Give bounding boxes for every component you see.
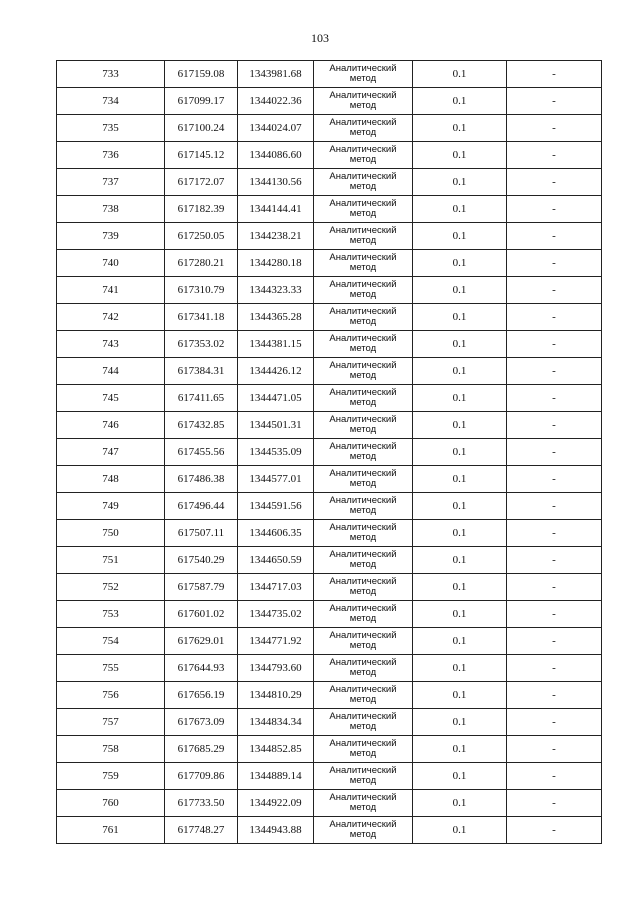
- table-row: [57, 682, 602, 709]
- point-number-cell: 761: [57, 817, 165, 844]
- x-coordinate-cell: 617673.09: [165, 709, 238, 736]
- accuracy-cell: 0.1: [413, 385, 507, 412]
- point-number-cell: 733: [57, 61, 165, 88]
- method-text: [329, 91, 396, 111]
- method-text: [329, 577, 396, 597]
- note-cell: -: [507, 277, 602, 304]
- method-text: [329, 199, 396, 219]
- table-row: [57, 520, 602, 547]
- method-cell: [314, 817, 413, 844]
- method-line-2: метод: [349, 100, 377, 111]
- method-text: [329, 388, 396, 408]
- accuracy-cell: 0.1: [413, 115, 507, 142]
- table-row: [57, 412, 602, 439]
- y-coordinate-cell: 1344735.02: [238, 601, 314, 628]
- method-cell: [314, 547, 413, 574]
- method-line-2: метод: [349, 667, 377, 678]
- note-cell: -: [507, 736, 602, 763]
- table-row: [57, 601, 602, 628]
- x-coordinate-cell: 617656.19: [165, 682, 238, 709]
- note-cell: -: [507, 250, 602, 277]
- note-cell: -: [507, 223, 602, 250]
- point-number-cell: 757: [57, 709, 165, 736]
- method-line-1: Аналитический: [329, 441, 397, 452]
- note-cell: -: [507, 115, 602, 142]
- table-row: [57, 655, 602, 682]
- method-text: [329, 631, 396, 651]
- method-text: [329, 334, 396, 354]
- method-line-1: Аналитический: [329, 171, 397, 182]
- table-body: [57, 61, 602, 844]
- method-line-2: метод: [349, 532, 377, 543]
- x-coordinate-cell: 617384.31: [165, 358, 238, 385]
- method-cell: [314, 601, 413, 628]
- method-line-1: Аналитический: [329, 603, 397, 614]
- note-cell: -: [507, 628, 602, 655]
- accuracy-cell: 0.1: [413, 223, 507, 250]
- y-coordinate-cell: 1344130.56: [238, 169, 314, 196]
- accuracy-cell: 0.1: [413, 88, 507, 115]
- accuracy-cell: 0.1: [413, 331, 507, 358]
- table-row: [57, 331, 602, 358]
- method-line-2: метод: [349, 397, 377, 408]
- method-cell: [314, 493, 413, 520]
- page-number: 103: [311, 31, 329, 45]
- x-coordinate-cell: 617601.02: [165, 601, 238, 628]
- x-coordinate-cell: 617587.79: [165, 574, 238, 601]
- y-coordinate-cell: 1344238.21: [238, 223, 314, 250]
- y-coordinate-cell: 1344426.12: [238, 358, 314, 385]
- point-number-cell: 752: [57, 574, 165, 601]
- accuracy-cell: 0.1: [413, 574, 507, 601]
- point-number-cell: 734: [57, 88, 165, 115]
- table-row: [57, 223, 602, 250]
- note-cell: -: [507, 493, 602, 520]
- x-coordinate-cell: 617733.50: [165, 790, 238, 817]
- point-number-cell: 738: [57, 196, 165, 223]
- method-cell: [314, 655, 413, 682]
- method-line-2: метод: [349, 73, 377, 84]
- table-row: [57, 493, 602, 520]
- method-line-2: метод: [349, 775, 377, 786]
- method-text: [329, 118, 396, 138]
- method-text: [329, 604, 396, 624]
- y-coordinate-cell: 1344889.14: [238, 763, 314, 790]
- method-text: [329, 496, 396, 516]
- note-cell: -: [507, 817, 602, 844]
- table-row: [57, 88, 602, 115]
- method-line-1: Аналитический: [329, 225, 397, 236]
- method-text: [329, 442, 396, 462]
- x-coordinate-cell: 617100.24: [165, 115, 238, 142]
- point-number-cell: 744: [57, 358, 165, 385]
- x-coordinate-cell: 617099.17: [165, 88, 238, 115]
- x-coordinate-cell: 617644.93: [165, 655, 238, 682]
- x-coordinate-cell: 617310.79: [165, 277, 238, 304]
- table-row: [57, 790, 602, 817]
- method-cell: [314, 709, 413, 736]
- accuracy-cell: 0.1: [413, 682, 507, 709]
- method-line-1: Аналитический: [329, 63, 397, 74]
- point-number-cell: 747: [57, 439, 165, 466]
- point-number-cell: 749: [57, 493, 165, 520]
- point-number-cell: 736: [57, 142, 165, 169]
- x-coordinate-cell: 617709.86: [165, 763, 238, 790]
- point-number-cell: 746: [57, 412, 165, 439]
- table-row: [57, 196, 602, 223]
- x-coordinate-cell: 617496.44: [165, 493, 238, 520]
- method-cell: [314, 412, 413, 439]
- method-cell: [314, 520, 413, 547]
- accuracy-cell: 0.1: [413, 817, 507, 844]
- method-line-1: Аналитический: [329, 495, 397, 506]
- note-cell: -: [507, 709, 602, 736]
- table-row: [57, 385, 602, 412]
- method-line-2: метод: [349, 316, 377, 327]
- method-text: [329, 658, 396, 678]
- method-cell: [314, 466, 413, 493]
- y-coordinate-cell: 1344606.35: [238, 520, 314, 547]
- method-cell: [314, 196, 413, 223]
- table-row: [57, 169, 602, 196]
- method-text: [329, 793, 396, 813]
- method-line-2: метод: [349, 289, 377, 300]
- method-cell: [314, 439, 413, 466]
- point-number-cell: 758: [57, 736, 165, 763]
- method-line-1: Аналитический: [329, 360, 397, 371]
- method-line-2: метод: [349, 424, 377, 435]
- method-line-2: метод: [349, 748, 377, 759]
- method-cell: [314, 223, 413, 250]
- note-cell: -: [507, 331, 602, 358]
- method-text: [329, 226, 396, 246]
- method-line-1: Аналитический: [329, 522, 397, 533]
- point-number-cell: 754: [57, 628, 165, 655]
- table-row: [57, 250, 602, 277]
- note-cell: -: [507, 763, 602, 790]
- method-line-2: метод: [349, 829, 377, 840]
- y-coordinate-cell: 1344717.03: [238, 574, 314, 601]
- point-number-cell: 739: [57, 223, 165, 250]
- method-line-2: метод: [349, 181, 377, 192]
- table-row: [57, 61, 602, 88]
- table-row: [57, 709, 602, 736]
- y-coordinate-cell: 1344323.33: [238, 277, 314, 304]
- table-row: [57, 628, 602, 655]
- y-coordinate-cell: 1344922.09: [238, 790, 314, 817]
- y-coordinate-cell: 1344086.60: [238, 142, 314, 169]
- method-text: [329, 64, 396, 84]
- method-text: [329, 253, 396, 273]
- point-number-cell: 756: [57, 682, 165, 709]
- table-row: [57, 142, 602, 169]
- y-coordinate-cell: 1344022.36: [238, 88, 314, 115]
- x-coordinate-cell: 617540.29: [165, 547, 238, 574]
- method-cell: [314, 250, 413, 277]
- y-coordinate-cell: 1344144.41: [238, 196, 314, 223]
- point-number-cell: 737: [57, 169, 165, 196]
- note-cell: -: [507, 655, 602, 682]
- x-coordinate-cell: 617748.27: [165, 817, 238, 844]
- x-coordinate-cell: 617159.08: [165, 61, 238, 88]
- accuracy-cell: 0.1: [413, 439, 507, 466]
- accuracy-cell: 0.1: [413, 628, 507, 655]
- x-coordinate-cell: 617411.65: [165, 385, 238, 412]
- accuracy-cell: 0.1: [413, 61, 507, 88]
- method-text: [329, 172, 396, 192]
- table-row: [57, 439, 602, 466]
- method-line-1: Аналитический: [329, 468, 397, 479]
- y-coordinate-cell: 1344577.01: [238, 466, 314, 493]
- accuracy-cell: 0.1: [413, 790, 507, 817]
- x-coordinate-cell: 617280.21: [165, 250, 238, 277]
- point-number-cell: 735: [57, 115, 165, 142]
- method-text: [329, 361, 396, 381]
- method-line-1: Аналитический: [329, 252, 397, 263]
- method-cell: [314, 88, 413, 115]
- note-cell: -: [507, 142, 602, 169]
- method-cell: [314, 574, 413, 601]
- accuracy-cell: 0.1: [413, 277, 507, 304]
- accuracy-cell: 0.1: [413, 520, 507, 547]
- method-cell: [314, 385, 413, 412]
- method-line-2: метод: [349, 154, 377, 165]
- method-cell: [314, 115, 413, 142]
- note-cell: -: [507, 358, 602, 385]
- point-number-cell: 753: [57, 601, 165, 628]
- table-row: [57, 304, 602, 331]
- y-coordinate-cell: 1344834.34: [238, 709, 314, 736]
- method-line-2: метод: [349, 721, 377, 732]
- y-coordinate-cell: 1344650.59: [238, 547, 314, 574]
- method-line-2: метод: [349, 613, 377, 624]
- method-text: [329, 739, 396, 759]
- y-coordinate-cell: 1344793.60: [238, 655, 314, 682]
- method-line-1: Аналитический: [329, 711, 397, 722]
- method-cell: [314, 628, 413, 655]
- y-coordinate-cell: 1344471.05: [238, 385, 314, 412]
- method-line-2: метод: [349, 262, 377, 273]
- accuracy-cell: 0.1: [413, 736, 507, 763]
- method-line-2: метод: [349, 478, 377, 489]
- accuracy-cell: 0.1: [413, 601, 507, 628]
- method-cell: [314, 277, 413, 304]
- point-number-cell: 750: [57, 520, 165, 547]
- method-line-1: Аналитический: [329, 306, 397, 317]
- method-line-2: метод: [349, 127, 377, 138]
- table-row: [57, 115, 602, 142]
- note-cell: -: [507, 169, 602, 196]
- coordinates-table: [56, 60, 602, 844]
- method-line-1: Аналитический: [329, 144, 397, 155]
- method-cell: [314, 169, 413, 196]
- method-cell: [314, 790, 413, 817]
- method-cell: [314, 682, 413, 709]
- method-line-2: метод: [349, 640, 377, 651]
- table-row: [57, 736, 602, 763]
- note-cell: -: [507, 574, 602, 601]
- method-line-1: Аналитический: [329, 333, 397, 344]
- accuracy-cell: 0.1: [413, 763, 507, 790]
- note-cell: -: [507, 520, 602, 547]
- method-cell: [314, 736, 413, 763]
- table-row: [57, 574, 602, 601]
- table-row: [57, 466, 602, 493]
- x-coordinate-cell: 617172.07: [165, 169, 238, 196]
- y-coordinate-cell: 1344852.85: [238, 736, 314, 763]
- method-text: [329, 280, 396, 300]
- accuracy-cell: 0.1: [413, 196, 507, 223]
- method-line-1: Аналитический: [329, 738, 397, 749]
- x-coordinate-cell: 617455.56: [165, 439, 238, 466]
- note-cell: -: [507, 790, 602, 817]
- x-coordinate-cell: 617353.02: [165, 331, 238, 358]
- x-coordinate-cell: 617182.39: [165, 196, 238, 223]
- accuracy-cell: 0.1: [413, 169, 507, 196]
- method-cell: [314, 763, 413, 790]
- table-row: [57, 817, 602, 844]
- y-coordinate-cell: 1343981.68: [238, 61, 314, 88]
- accuracy-cell: 0.1: [413, 493, 507, 520]
- method-text: [329, 712, 396, 732]
- method-text: [329, 415, 396, 435]
- method-cell: [314, 304, 413, 331]
- point-number-cell: 751: [57, 547, 165, 574]
- y-coordinate-cell: 1344024.07: [238, 115, 314, 142]
- point-number-cell: 745: [57, 385, 165, 412]
- accuracy-cell: 0.1: [413, 709, 507, 736]
- y-coordinate-cell: 1344381.15: [238, 331, 314, 358]
- x-coordinate-cell: 617341.18: [165, 304, 238, 331]
- table-row: [57, 358, 602, 385]
- x-coordinate-cell: 617629.01: [165, 628, 238, 655]
- accuracy-cell: 0.1: [413, 250, 507, 277]
- point-number-cell: 759: [57, 763, 165, 790]
- accuracy-cell: 0.1: [413, 142, 507, 169]
- method-text: [329, 469, 396, 489]
- method-line-2: метод: [349, 370, 377, 381]
- point-number-cell: 743: [57, 331, 165, 358]
- x-coordinate-cell: 617685.29: [165, 736, 238, 763]
- method-line-2: метод: [349, 208, 377, 219]
- method-line-1: Аналитический: [329, 765, 397, 776]
- note-cell: -: [507, 466, 602, 493]
- method-line-2: метод: [349, 343, 377, 354]
- point-number-cell: 748: [57, 466, 165, 493]
- accuracy-cell: 0.1: [413, 358, 507, 385]
- method-line-2: метод: [349, 802, 377, 813]
- method-line-1: Аналитический: [329, 630, 397, 641]
- note-cell: -: [507, 601, 602, 628]
- y-coordinate-cell: 1344535.09: [238, 439, 314, 466]
- note-cell: -: [507, 547, 602, 574]
- point-number-cell: 760: [57, 790, 165, 817]
- y-coordinate-cell: 1344810.29: [238, 682, 314, 709]
- method-line-2: метод: [349, 694, 377, 705]
- method-line-1: Аналитический: [329, 198, 397, 209]
- note-cell: -: [507, 385, 602, 412]
- note-cell: -: [507, 439, 602, 466]
- y-coordinate-cell: 1344771.92: [238, 628, 314, 655]
- note-cell: -: [507, 412, 602, 439]
- note-cell: -: [507, 196, 602, 223]
- point-number-cell: 755: [57, 655, 165, 682]
- x-coordinate-cell: 617432.85: [165, 412, 238, 439]
- method-line-1: Аналитический: [329, 549, 397, 560]
- method-line-2: метод: [349, 505, 377, 516]
- method-cell: [314, 331, 413, 358]
- method-line-1: Аналитический: [329, 576, 397, 587]
- method-line-1: Аналитический: [329, 279, 397, 290]
- table-row: [57, 277, 602, 304]
- point-number-cell: 742: [57, 304, 165, 331]
- method-line-2: метод: [349, 235, 377, 246]
- method-line-1: Аналитический: [329, 414, 397, 425]
- accuracy-cell: 0.1: [413, 655, 507, 682]
- x-coordinate-cell: 617250.05: [165, 223, 238, 250]
- method-line-1: Аналитический: [329, 387, 397, 398]
- method-cell: [314, 358, 413, 385]
- method-text: [329, 820, 396, 840]
- method-line-2: метод: [349, 559, 377, 570]
- method-text: [329, 145, 396, 165]
- method-line-2: метод: [349, 586, 377, 597]
- method-text: [329, 766, 396, 786]
- method-text: [329, 550, 396, 570]
- note-cell: -: [507, 61, 602, 88]
- method-line-1: Аналитический: [329, 90, 397, 101]
- method-cell: [314, 142, 413, 169]
- method-line-1: Аналитический: [329, 792, 397, 803]
- note-cell: -: [507, 682, 602, 709]
- method-line-1: Аналитический: [329, 657, 397, 668]
- x-coordinate-cell: 617145.12: [165, 142, 238, 169]
- method-cell: [314, 61, 413, 88]
- point-number-cell: 741: [57, 277, 165, 304]
- method-line-1: Аналитический: [329, 117, 397, 128]
- y-coordinate-cell: 1344501.31: [238, 412, 314, 439]
- point-number-cell: 740: [57, 250, 165, 277]
- method-text: [329, 685, 396, 705]
- x-coordinate-cell: 617486.38: [165, 466, 238, 493]
- method-line-1: Аналитический: [329, 684, 397, 695]
- accuracy-cell: 0.1: [413, 466, 507, 493]
- accuracy-cell: 0.1: [413, 412, 507, 439]
- table-row: [57, 763, 602, 790]
- table-row: [57, 547, 602, 574]
- y-coordinate-cell: 1344365.28: [238, 304, 314, 331]
- method-line-1: Аналитический: [329, 819, 397, 830]
- method-text: [329, 307, 396, 327]
- method-text: [329, 523, 396, 543]
- accuracy-cell: 0.1: [413, 304, 507, 331]
- x-coordinate-cell: 617507.11: [165, 520, 238, 547]
- y-coordinate-cell: 1344591.56: [238, 493, 314, 520]
- note-cell: -: [507, 304, 602, 331]
- y-coordinate-cell: 1344280.18: [238, 250, 314, 277]
- y-coordinate-cell: 1344943.88: [238, 817, 314, 844]
- accuracy-cell: 0.1: [413, 547, 507, 574]
- method-line-2: метод: [349, 451, 377, 462]
- note-cell: -: [507, 88, 602, 115]
